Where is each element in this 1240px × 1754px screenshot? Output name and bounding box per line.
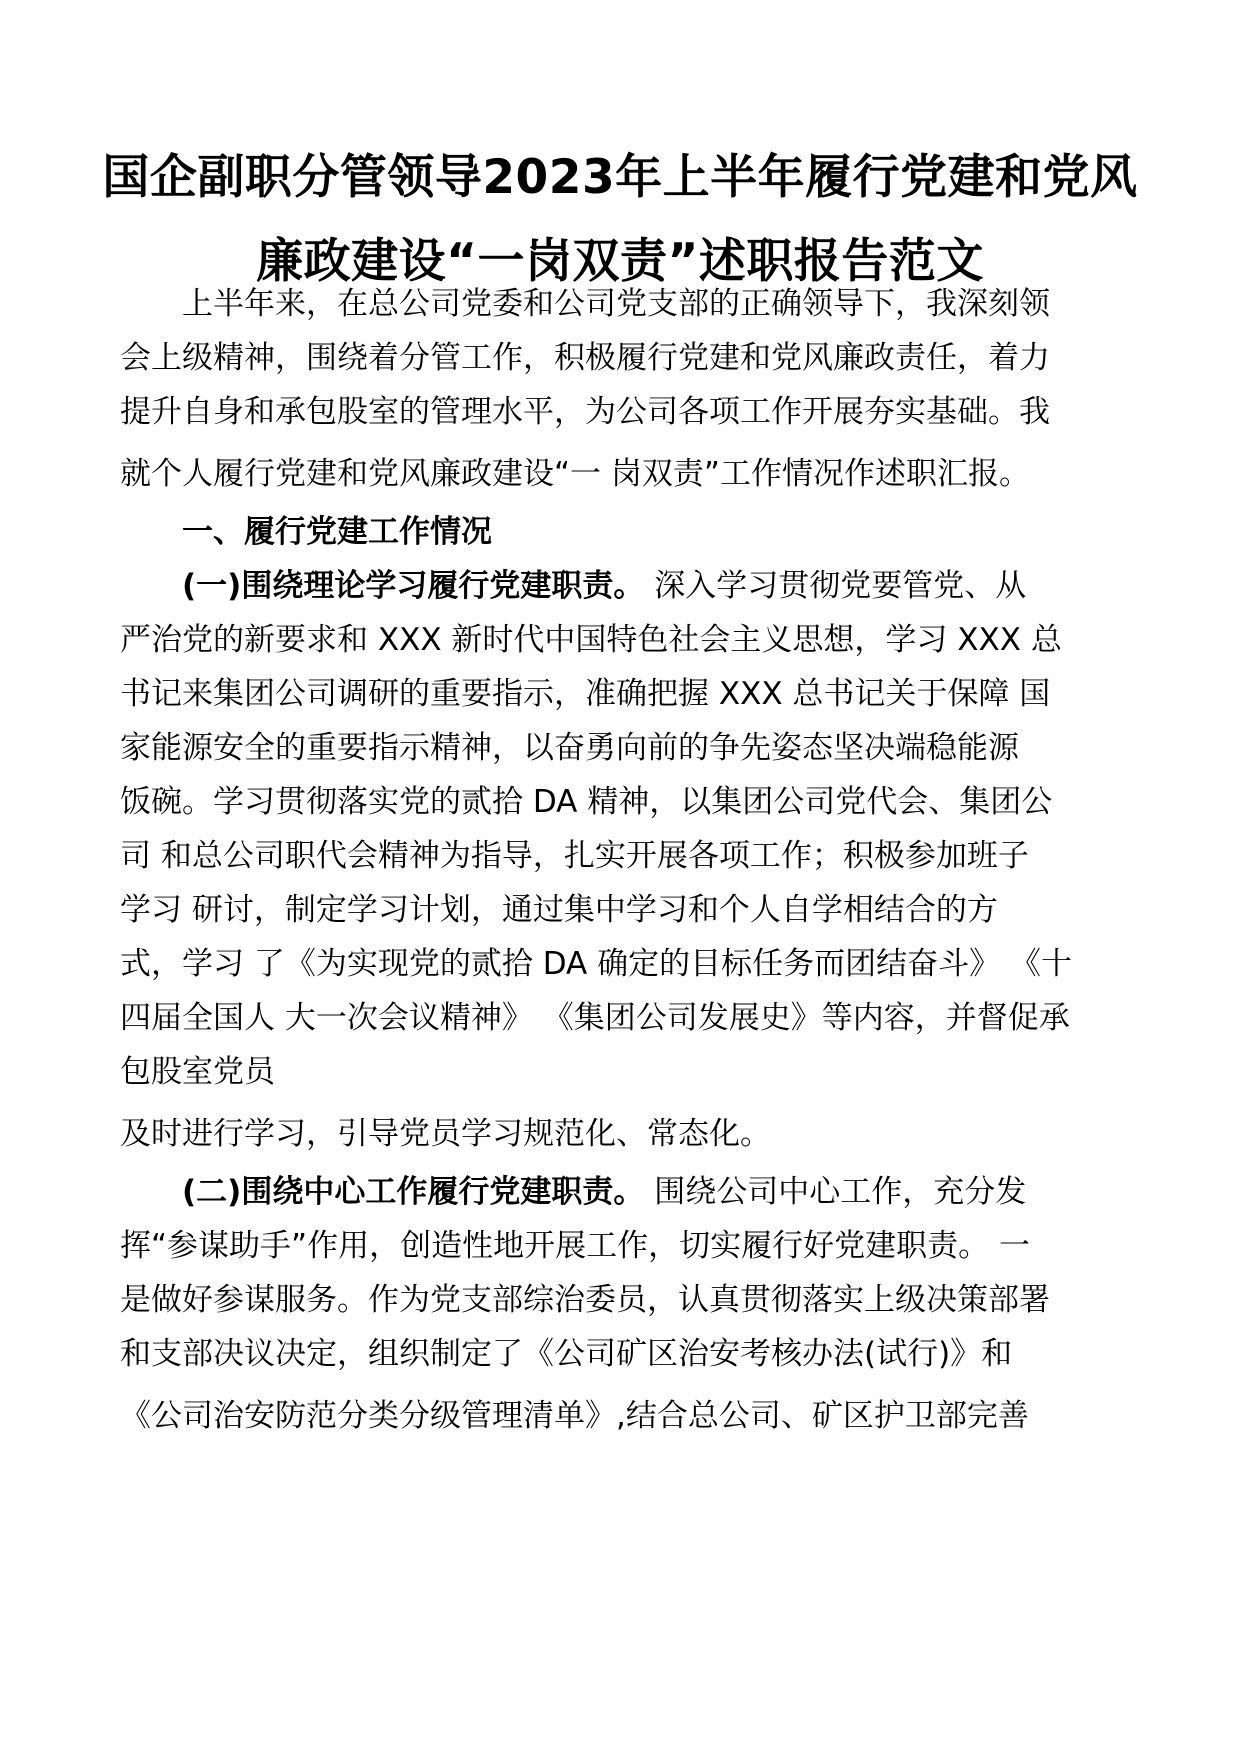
subsection-1-line: 式，学习 了《为实现党的贰拾 DA 确定的目标任务而团结奋斗》 《十 [120,946,1072,982]
subsection-2-line: 挥“参谋助手”作用，创造性地开展工作，切实履行好党建职责。 一 [120,1228,1030,1264]
subsection-1-line: 包股室党员 [120,1054,275,1090]
subsection-2-line: 和支部决议决定，组织制定了《公司矿区治安考核办法(试行)》和 [120,1336,1013,1372]
subsection-2-line: 《公司治安防范分类分级管理清单》,结合总公司、矿区护卫部完善 [120,1398,1029,1434]
subsection-1-line: 学习 研讨，制定学习计划，通过集中学习和个人自学相结合的方 [120,892,998,928]
subsection-2-first-line [182,1170,1120,1214]
document-title-line-2: 廉政建设“一岗双责”述职报告范文 [256,234,984,289]
subsection-1-first-line [182,564,1120,608]
subsection-1-line: 严治党的新要求和 XXX 新时代中国特色社会主义思想，学习 XXX 总 [120,622,1062,658]
intro-line-3: 提升自身和承包股室的管理水平，为公司各项工作开展夯实基础。我 [120,394,1050,430]
subsection-1-line: 饭碗。学习贯彻落实党的贰拾 DA 精神，以集团公司党代会、集团公 [120,784,1053,820]
intro-line-2: 会上级精神，围绕着分管工作，积极履行党建和党风廉政责任，着力 [120,340,1050,376]
subsection-1-line: 家能源安全的重要指示精神，以奋勇向前的争先姿态坚决端稳能源 [120,730,1019,766]
subsection-1-line: 书记来集团公司调研的重要指示，准确把握 XXX 总书记关于保障 国 [120,676,1051,712]
subsection-1-line: 四届全国人 大一次会议精神》 《集团公司发展史》等内容，并督促承 [120,1000,1070,1036]
section-heading-1: 一、履行党建工作情况 [182,514,492,550]
subsection-2-heading: (二)围绕中心工作履行党建职责。 [182,1174,645,1210]
intro-line-4: 就个人履行党建和党风廉政建设“一 岗双责”工作情况作述职汇报。 [120,456,1030,492]
intro-line-1: 上半年来，在总公司党委和公司党支部的正确领导下，我深刻领 [182,286,1050,322]
document-title-line-1: 国企副职分管领导2023年上半年履行党建和党风 [102,150,1138,205]
subsection-1-line: 及时进行学习，引导党员学习规范化、常态化。 [120,1116,771,1152]
subsection-2-first-text: 围绕公司中心工作，充分发 [644,1174,1027,1210]
subsection-1-line: 司 和总公司职代会精神为指导，扎实开展各项工作；积极参加班子 [120,838,1029,874]
subsection-1-first-text: 深入学习贯彻党要管党、从 [644,568,1027,604]
subsection-1-heading: (一)围绕理论学习履行党建职责。 [182,568,645,604]
subsection-2-line: 是做好参谋服务。作为党支部综治委员，认真贯彻落实上级决策部署 [120,1282,1050,1318]
